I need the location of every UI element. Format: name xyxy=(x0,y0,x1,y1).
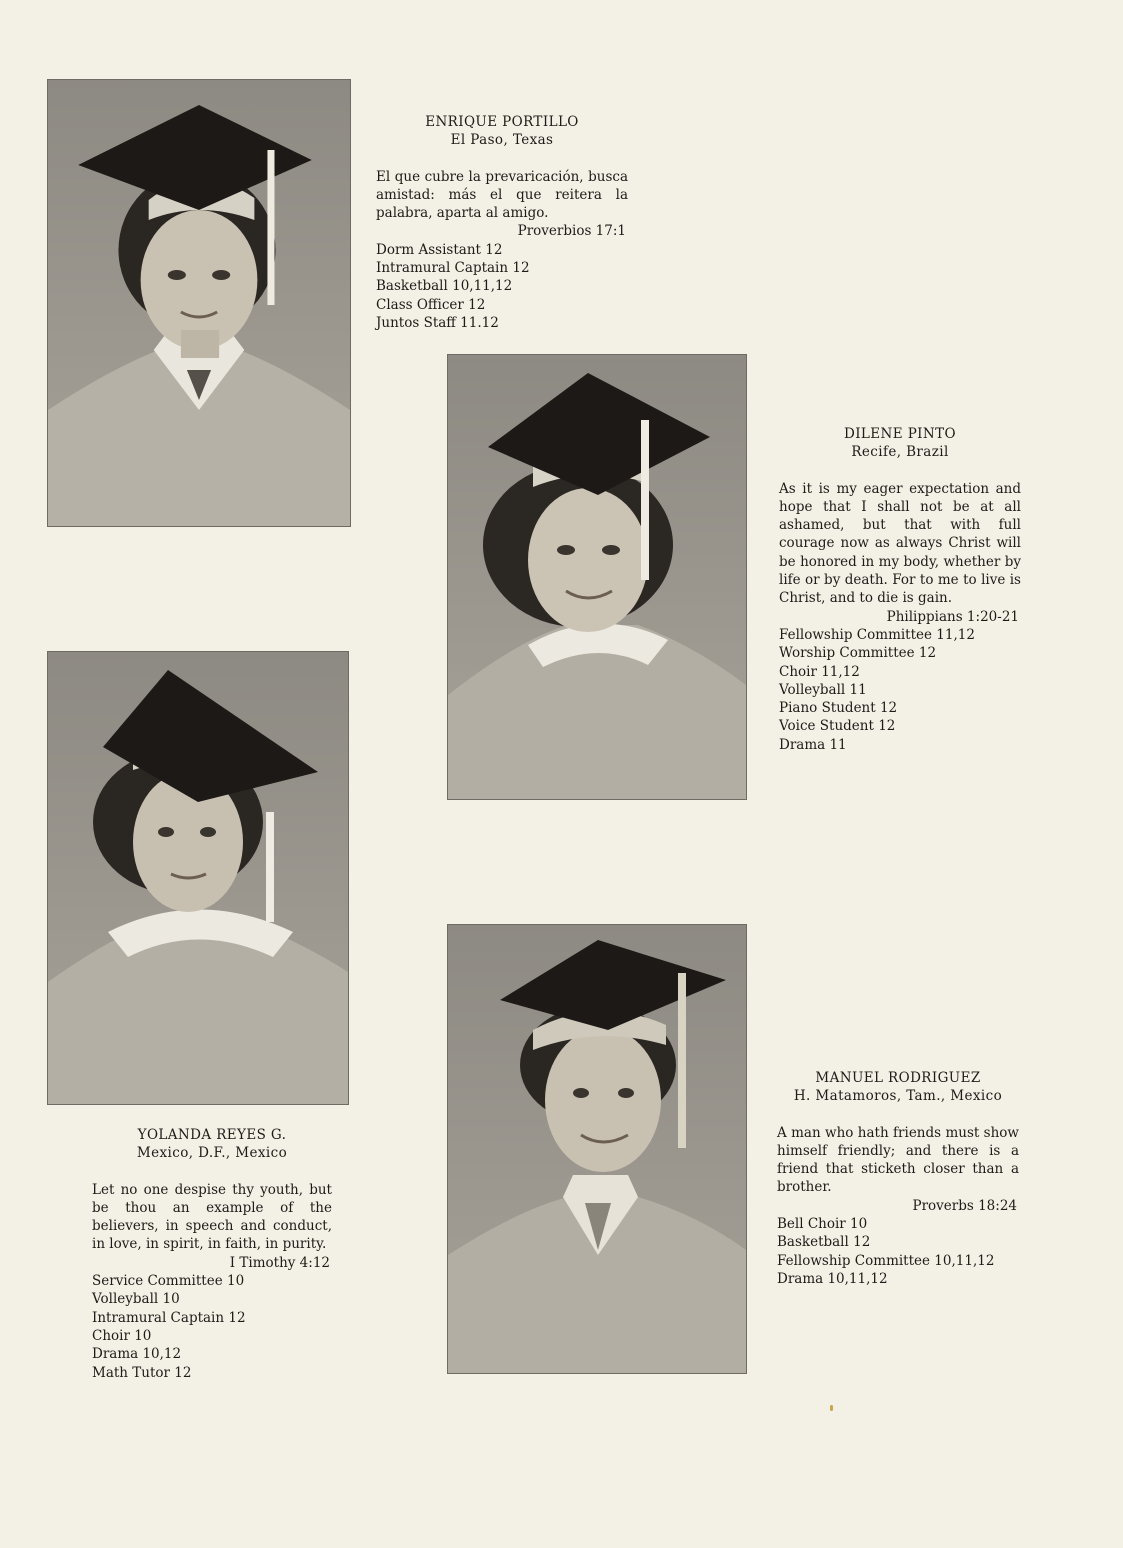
quote-reference: Proverbios 17:1 xyxy=(517,223,626,240)
activity-list xyxy=(376,241,628,332)
student-name: ENRIQUE PORTILLO xyxy=(425,114,579,130)
student-quote: As it is my eager expectation and hope that I shall not be at all ashamed, but that with full courage now as always Christ will be honored in my body, whether by life or by death. For to me to live is Christ, and to die is gain. xyxy=(779,480,1021,607)
activity-item: Volleyball 11 xyxy=(779,681,867,698)
activity-item: Choir 11,12 xyxy=(779,663,860,680)
activity-item: Intramural Captain 12 xyxy=(376,260,530,277)
activity-item: Choir 10 xyxy=(92,1327,152,1344)
student-quote: A man who hath friends must show himself friendly; and there is a friend that sticketh closer than a brother. xyxy=(777,1124,1019,1196)
paper-speck xyxy=(830,1405,833,1411)
student-entry xyxy=(376,113,628,332)
activity-item: Dorm Assistant 12 xyxy=(376,241,503,258)
activity-item: Volleyball 10 xyxy=(92,1291,180,1308)
student-name: MANUEL RODRIGUEZ xyxy=(815,1070,981,1086)
activity-item: Worship Committee 12 xyxy=(779,645,937,662)
activity-item: Basketball 12 xyxy=(777,1234,871,1251)
quote-reference: Philippians 1:20-21 xyxy=(886,608,1019,625)
activity-item: Juntos Staff 11.12 xyxy=(376,314,499,331)
activity-item: Piano Student 12 xyxy=(779,700,898,717)
quote-reference: Proverbs 18:24 xyxy=(912,1197,1017,1214)
student-entry xyxy=(779,425,1021,754)
student-quote: El que cubre la prevaricación, busca amistad: más el que reitera la palabra, aparta al amigo. xyxy=(376,168,628,222)
activity-item: Drama 10,12 xyxy=(92,1346,182,1363)
activity-list xyxy=(777,1215,1019,1288)
student-hometown: Mexico, D.F., Mexico xyxy=(136,1145,288,1162)
activity-item: Class Officer 12 xyxy=(376,296,486,313)
activity-item: Bell Choir 10 xyxy=(777,1216,868,1233)
student-entry xyxy=(777,1069,1019,1288)
quote-reference: I Timothy 4:12 xyxy=(229,1254,330,1271)
activity-item: Intramural Captain 12 xyxy=(92,1309,246,1326)
student-hometown: Recife, Brazil xyxy=(851,444,949,461)
student-entry xyxy=(92,1126,332,1382)
portrait-photo-dilene-pinto xyxy=(448,355,746,799)
activity-item: Service Committee 10 xyxy=(92,1273,245,1290)
activity-item: Fellowship Committee 10,11,12 xyxy=(777,1252,995,1269)
student-quote: Let no one despise thy youth, but be thou an example of the believers, in speech and conduct, in love, in spirit, in faith, in purity. xyxy=(92,1181,332,1253)
student-hometown: H. Matamoros, Tam., Mexico xyxy=(793,1088,1003,1105)
student-name: DILENE PINTO xyxy=(843,426,957,442)
activity-list xyxy=(779,626,1021,754)
activity-item: Basketball 10,11,12 xyxy=(376,278,513,295)
activity-list xyxy=(92,1272,332,1382)
activity-item: Fellowship Committee 11,12 xyxy=(779,626,975,643)
activity-item: Drama 11 xyxy=(779,736,847,753)
portrait-photo-enrique-portillo xyxy=(48,80,350,526)
activity-item: Voice Student 12 xyxy=(779,718,896,735)
student-hometown: El Paso, Texas xyxy=(450,132,554,149)
portrait-photo-manuel-rodriguez xyxy=(448,925,746,1373)
activity-item: Math Tutor 12 xyxy=(92,1364,192,1381)
portrait-photo-yolanda-reyes xyxy=(48,652,348,1104)
activity-item: Drama 10,11,12 xyxy=(777,1270,888,1287)
student-name: YOLANDA REYES G. xyxy=(137,1127,287,1143)
